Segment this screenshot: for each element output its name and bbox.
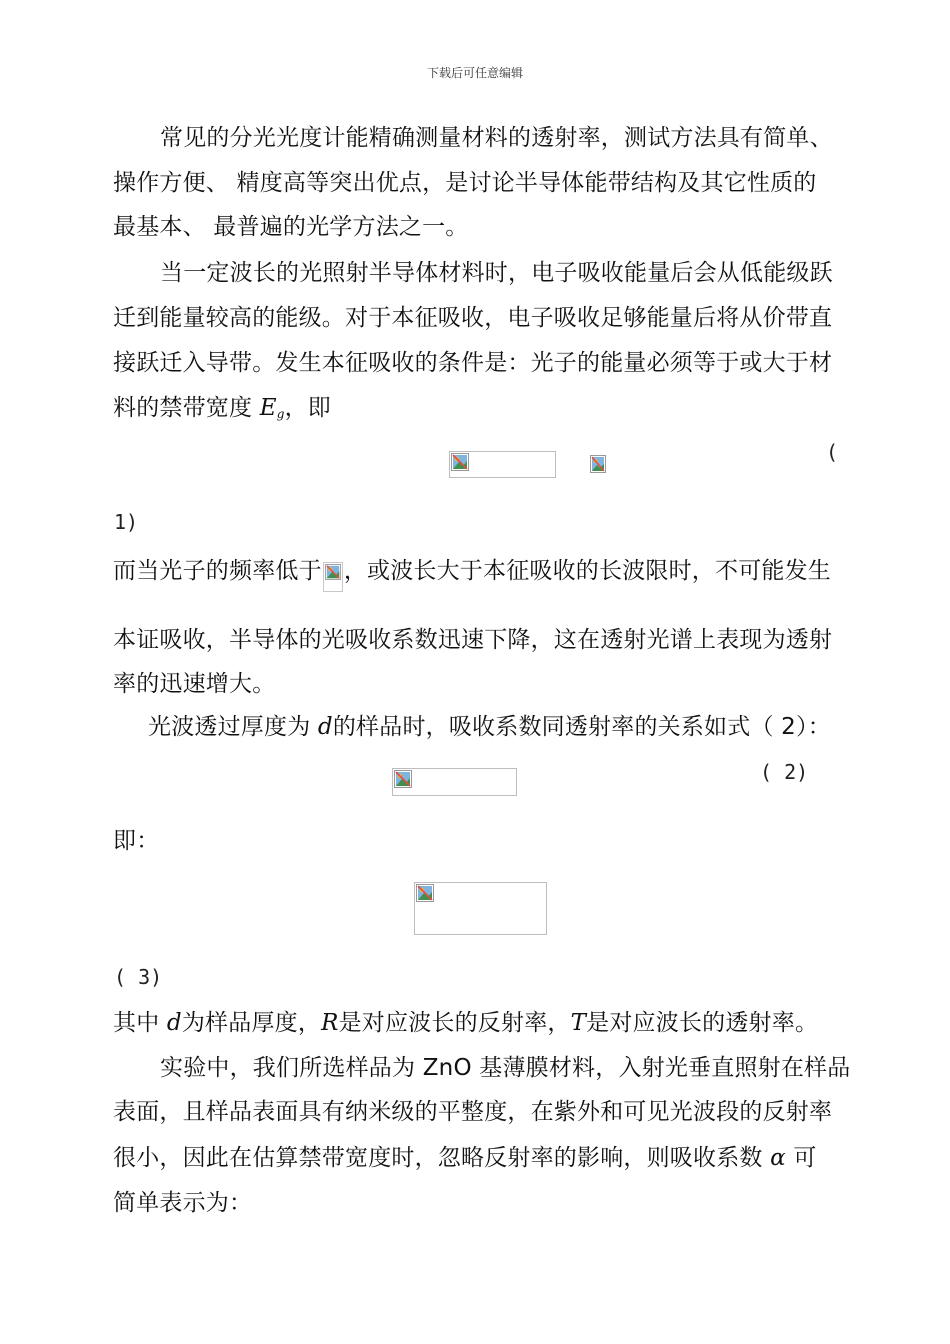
paragraph-line xyxy=(148,712,831,742)
symbol-alpha: α xyxy=(770,1145,786,1171)
equation-2-number: ( 2) xyxy=(760,760,809,784)
equation-3-image xyxy=(414,882,547,935)
symbol-d: d xyxy=(317,714,333,740)
text-run: 很小，因此在估算禁带宽度时，忽略反射率的影响，则吸收系数 xyxy=(113,1145,771,1171)
text-run: ，或波长大于本征吸收的长波限时，不可能发生 xyxy=(343,558,832,584)
paragraph-line: 当一定波长的光照射半导体材料时，电子吸收能量后会从低能级跃 xyxy=(160,260,833,286)
equation-2-image xyxy=(392,768,517,796)
broken-image-icon xyxy=(451,453,469,471)
broken-image-icon xyxy=(590,455,606,473)
broken-image-icon xyxy=(416,884,434,902)
text-run: 为样品厚度， xyxy=(181,1010,322,1036)
paragraph-line xyxy=(113,1143,817,1173)
text-run: 其中 xyxy=(113,1010,167,1036)
text-run: 料的禁带宽度 xyxy=(113,395,260,421)
paragraph-line: 表面，且样品表面具有纳米级的平整度，在紫外和可见光波段的反射率 xyxy=(113,1099,833,1125)
paragraph-line: 简单表示为： xyxy=(113,1190,253,1216)
paragraph-line: 迁到能量较高的能级。对于本征吸收，电子吸收足够能量后将从价带直 xyxy=(113,305,833,331)
page-header: 下载后可任意编辑 xyxy=(426,66,523,80)
text-run: 而当光子的频率低于 xyxy=(113,558,322,584)
paragraph-line xyxy=(113,1008,818,1038)
paragraph-line xyxy=(113,393,331,429)
paragraph-line: 最基本、 最普遍的光学方法之一。 xyxy=(113,214,469,240)
text-run: ，即 xyxy=(284,395,332,421)
paragraph-line: 本证吸收，半导体的光吸收系数迅速下降，这在透射光谱上表现为透射 xyxy=(113,627,833,653)
paragraph-line: 操作方便、 精度高等突出优点，是讨论半导体能带结构及其它性质的 xyxy=(113,170,817,196)
broken-image-icon xyxy=(394,770,412,788)
equation-1-number-close: 1) xyxy=(114,510,139,534)
symbol-R: R xyxy=(321,1010,339,1036)
broken-image-icon xyxy=(325,564,341,580)
equation-1-number-open: ( xyxy=(826,440,839,464)
text-run: 可 xyxy=(785,1145,817,1171)
symbol-d: d xyxy=(166,1010,182,1036)
text-run: 是对应波长的透射率。 xyxy=(586,1010,819,1036)
subscript-g: g xyxy=(276,407,285,421)
paragraph-line: 率的迅速增大。 xyxy=(113,671,276,697)
paragraph-line: 即： xyxy=(113,828,160,854)
equation-3-number: ( 3) xyxy=(114,965,163,989)
text-run: 的样品时，吸收系数同透射率的关系如式（ 2）： xyxy=(332,714,831,740)
paragraph-line: 接跃迁入导带。发生本征吸收的条件是：光子的能量必须等于或大于材 xyxy=(113,350,833,376)
paragraph-line: 常见的分光光度计能精确测量材料的透射率，测试方法具有简单、 xyxy=(160,125,833,151)
paragraph-line xyxy=(113,556,831,592)
text-run: 是对应波长的反射率， xyxy=(338,1010,571,1036)
paragraph-line: 实验中，我们所选样品为 ZnO 基薄膜材料，入射光垂直照射在样品 xyxy=(160,1055,851,1081)
symbol-T: T xyxy=(570,1010,587,1036)
symbol-E: E xyxy=(259,395,277,421)
inline-formula-image xyxy=(323,562,343,592)
text-run: 光波透过厚度为 xyxy=(148,714,318,740)
equation-1-image xyxy=(449,451,556,478)
